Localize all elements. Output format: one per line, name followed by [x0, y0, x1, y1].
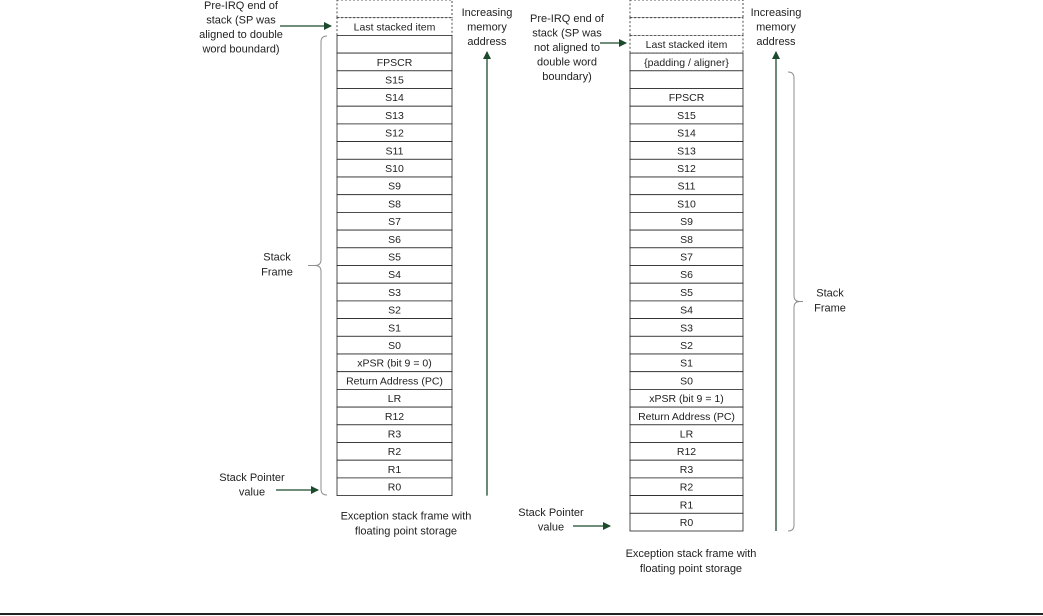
pre-irq-label-line: boundary) — [542, 71, 592, 83]
pre-irq-label-line: stack (SP was — [206, 14, 276, 27]
stack-cell — [630, 71, 743, 89]
diagram-caption-line: Exception stack frame with — [625, 548, 757, 560]
stack-cell — [337, 124, 452, 142]
stack-cell-label: S10 — [385, 162, 404, 175]
stack-cell-label: S0 — [388, 339, 401, 352]
stack-cell — [337, 35, 452, 53]
stack-cell — [337, 177, 452, 195]
stack-cell — [337, 460, 452, 478]
stack-cell — [630, 266, 743, 284]
stack-cell-label: S3 — [388, 286, 401, 299]
increasing-memory-label-line: Increasing — [461, 7, 513, 19]
stack-cell-label: Return Address (PC) — [638, 410, 735, 423]
stack-cell-label: LR — [679, 428, 694, 441]
stack-cell-label: S9 — [680, 216, 693, 229]
stack-cell — [337, 0, 452, 18]
stack-cell-label: xPSR (bit 9 = 1) — [649, 393, 724, 406]
stack-cell — [630, 124, 743, 142]
stack-cell-label: S11 — [677, 180, 696, 193]
stack-cell — [337, 372, 452, 390]
stack-cell — [630, 35, 743, 53]
stack-cell — [337, 195, 452, 213]
stack-cell — [630, 460, 743, 478]
stack-cell — [337, 159, 452, 177]
stack-cell-label: S14 — [677, 127, 696, 140]
stack-pointer-label-line: value — [238, 486, 266, 499]
stack-cell-label: S15 — [385, 74, 404, 87]
stack-cell — [337, 354, 452, 372]
increasing-memory-label-line: address — [756, 36, 796, 48]
stack-cell-label: S7 — [680, 251, 693, 264]
diagram-caption-line: floating point storage — [354, 525, 458, 538]
stack-frame-label — [814, 288, 846, 315]
stack-cell-label: S12 — [385, 127, 404, 140]
stack-cell-label: R12 — [676, 446, 697, 459]
stack-cell-label: R1 — [679, 499, 694, 512]
stack-cell — [337, 425, 452, 443]
stack-cell-label: S10 — [677, 198, 696, 211]
diagram-caption — [341, 511, 472, 538]
stack-cell — [337, 283, 452, 301]
stack-cell — [630, 195, 743, 213]
stack-cell — [337, 389, 452, 407]
stack-cell-label: S12 — [677, 162, 696, 175]
stack-cell — [337, 319, 452, 337]
pre-irq-label-line: aligned to double — [199, 29, 283, 41]
stack-cell-label: S11 — [385, 145, 404, 158]
stack-cell — [630, 389, 743, 407]
stack-cell — [630, 142, 743, 160]
stack-cell-label: S1 — [680, 357, 693, 370]
stack-cell-box — [337, 0, 452, 18]
stack-pointer-label-line: value — [537, 521, 565, 534]
stack-cell — [630, 319, 743, 337]
stack-cell-label: R2 — [387, 446, 402, 459]
stack-cell — [630, 89, 743, 107]
pre-irq-label-line: Pre-IRQ end of — [204, 0, 278, 12]
increasing-memory-label-line: memory — [467, 21, 507, 34]
stack-cell-label: S5 — [680, 286, 693, 299]
stack-cell-label: S3 — [680, 322, 693, 335]
stack-cell — [630, 478, 743, 496]
stack-cell-label: S2 — [680, 339, 693, 352]
stack-pointer-label — [518, 507, 584, 534]
stack-cell-label: S0 — [680, 375, 693, 388]
stack-cell-label: S4 — [680, 304, 693, 317]
stack-cell-label: S9 — [388, 180, 401, 193]
diagram-caption-line: Exception stack frame with — [340, 510, 472, 523]
stack-cell — [630, 301, 743, 319]
stack-cell — [337, 106, 452, 124]
stack-cell — [630, 354, 743, 372]
stack-cell — [337, 18, 452, 36]
stack-frame-label-line: Stack — [816, 287, 844, 300]
stack-cell — [337, 301, 452, 319]
stack-cell — [337, 336, 452, 354]
stack-frame-label-line: Frame — [814, 302, 846, 315]
increasing-memory-label-line: Increasing — [750, 7, 802, 19]
stack-cell — [337, 266, 452, 284]
stack-cell — [337, 407, 452, 425]
stack-cell — [630, 513, 743, 531]
stack-cell — [337, 230, 452, 248]
stack-frame-label-line: Stack — [263, 251, 291, 264]
stack-cell-label: S2 — [388, 304, 401, 317]
pre-irq-label — [199, 0, 283, 56]
stack-cell-label: Return Address (PC) — [346, 375, 443, 388]
stack-cell-label: S14 — [385, 92, 404, 105]
stack-cell — [337, 443, 452, 461]
diagram-caption — [626, 548, 757, 575]
stack-frame-brace — [315, 36, 327, 495]
stack-cell-label: S5 — [388, 251, 401, 264]
increasing-memory-label — [751, 7, 802, 48]
stack-cell-label: S15 — [677, 109, 696, 122]
stack-pointer-label — [219, 472, 285, 499]
stack-cell-label: xPSR (bit 9 = 0) — [357, 357, 432, 370]
stack-cell-label: FPSCR — [376, 56, 413, 69]
stack-cell — [630, 283, 743, 301]
stack-cell-label: R12 — [384, 410, 405, 423]
stack-cell — [630, 18, 743, 36]
stack-cell — [337, 142, 452, 160]
stack-cell-label: R0 — [387, 481, 402, 494]
stack-cell-label: R2 — [679, 481, 694, 494]
stack-cell-label: S8 — [680, 233, 693, 246]
stack-cell — [630, 336, 743, 354]
stack-pointer-label-line: Stack Pointer — [518, 507, 584, 519]
stack-cell — [630, 443, 743, 461]
stack-cell — [630, 248, 743, 266]
pre-irq-label-line: not aligned to — [533, 42, 601, 54]
stack-cell-box — [630, 0, 743, 18]
stack-cell-label: FPSCR — [668, 92, 705, 105]
stack-cell — [337, 71, 452, 89]
stack-cell-label: S13 — [677, 145, 696, 158]
stack-cell-label: S6 — [680, 269, 693, 282]
pre-irq-label-line: Pre-IRQ end of — [530, 13, 604, 25]
pre-irq-label — [530, 13, 605, 83]
stack-cell-label: S6 — [388, 233, 401, 246]
stack-cell-label: R0 — [679, 516, 694, 529]
stack-cell-label: R3 — [679, 463, 694, 476]
stack-cell-label: Last stacked item — [645, 39, 728, 52]
increasing-memory-label — [462, 7, 513, 48]
stack-cell-label: S13 — [385, 109, 404, 122]
stack-cell — [630, 53, 743, 71]
stack-cell — [630, 407, 743, 425]
stack-cell — [630, 0, 743, 18]
pre-irq-label-line: stack (SP was — [532, 27, 602, 40]
stack-cell-label: R3 — [387, 428, 402, 441]
stack-cell — [630, 372, 743, 390]
stack-cell-label: LR — [387, 393, 402, 406]
stack-cell-label: S1 — [388, 322, 401, 335]
stack-cell-label: {padding / aligner} — [644, 56, 729, 69]
stack-cell-label: S7 — [388, 216, 401, 229]
diagram-caption-line: floating point storage — [639, 563, 743, 575]
pre-irq-label-line: double word — [537, 56, 597, 69]
stack-frame-label-line: Frame — [261, 266, 293, 279]
stack-cell-label: S8 — [388, 198, 401, 211]
stack-cell — [630, 425, 743, 443]
stack-pointer-label-line: Stack Pointer — [219, 472, 285, 484]
stack-cell-box — [630, 18, 743, 36]
stack-cell-label: S4 — [388, 269, 401, 282]
stack-cell — [337, 478, 452, 496]
stack-frame-label — [261, 252, 293, 279]
stack-cell — [337, 248, 452, 266]
stack-cell — [630, 177, 743, 195]
stack-cell — [630, 212, 743, 230]
stack-cell-box — [630, 71, 743, 89]
stack-cell — [630, 230, 743, 248]
increasing-memory-label-line: address — [467, 36, 507, 48]
stack-cell — [630, 106, 743, 124]
stack-cell — [337, 212, 452, 230]
pre-irq-label-line: word boundard) — [202, 43, 280, 56]
increasing-memory-label-line: memory — [756, 21, 796, 34]
stack-cell — [630, 496, 743, 514]
stack-cell-label: R1 — [387, 463, 402, 476]
stack-cell — [630, 159, 743, 177]
stack-cell-box — [337, 35, 452, 53]
stack-cell — [337, 53, 452, 71]
stack-cell-label: Last stacked item — [353, 21, 436, 34]
stack-cell — [337, 89, 452, 107]
